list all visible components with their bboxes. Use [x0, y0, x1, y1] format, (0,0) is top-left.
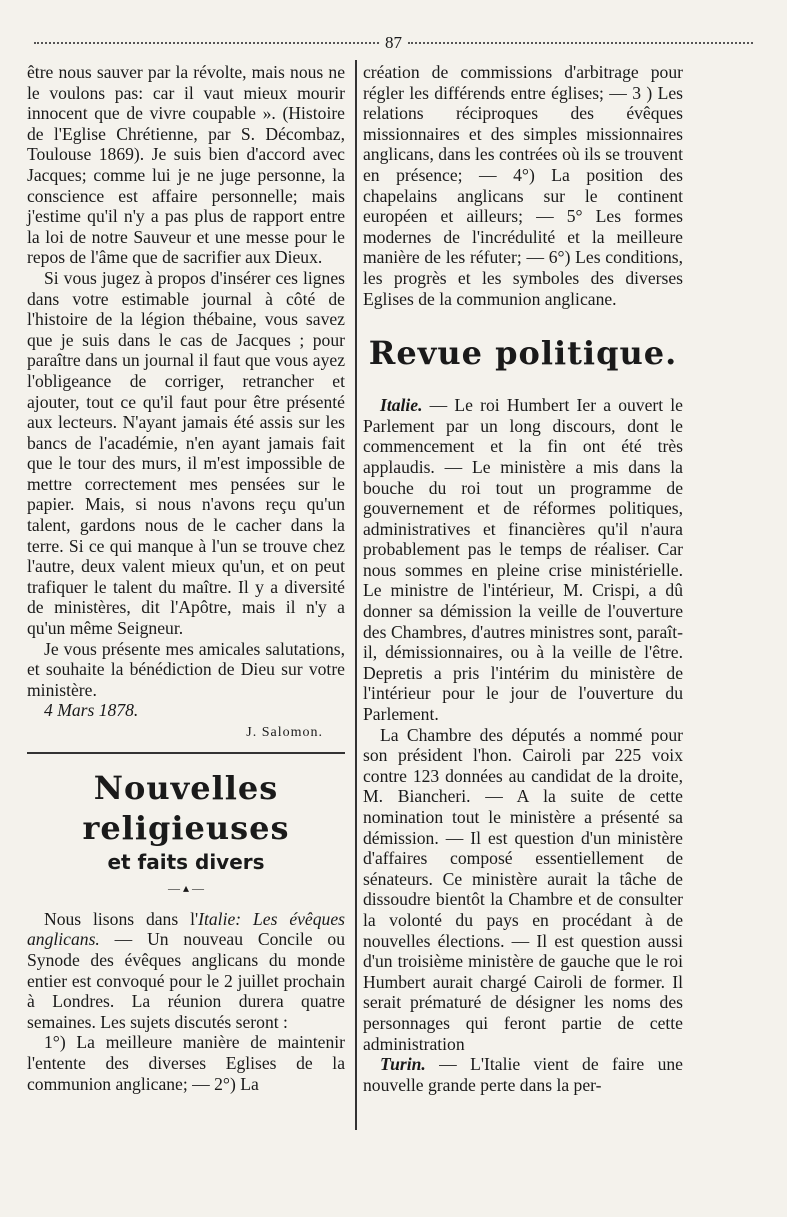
- section-subtitle: et faits divers: [107, 849, 265, 874]
- news-paragraph-2: 1°) La meilleure manière de maintenir l'entente des diverses Eglises de la communion anglicane; — 2°) La: [27, 1032, 345, 1094]
- page-header: [28, 32, 759, 54]
- page-number: 87: [385, 33, 402, 52]
- header-rule-left: [34, 42, 379, 44]
- section-rule: [27, 752, 345, 754]
- column-divider: [355, 60, 357, 1130]
- letter-paragraph-3: Je vous présente mes amicales salutations, et souhaite la bénédiction de Dieu sur votre ministère.: [27, 638, 345, 700]
- politics-paragraph-2: La Chambre des députés a nommé pour son président l'hon. Cairoli par 225 voix contre 123 données au candidat de la droite, M. Biancheri. — A la suite de cette nomination tout le ministère a présenté sa démission. — Il est question d'un ministère d'affaires composé essentiellement de sénateurs. Ce ministère aurait la tâche de dissoudre bientôt la Chambre et de consulter la volonté du pays en procédant à de nouvelles élections. — Il est question aussi d'un troisième ministère de gauche que le roi Humbert aurait chargé Cairoli de former. Il serait prématuré de désigner les noms des personnages qui feront partie de cette administration: [363, 724, 683, 1054]
- right-column: [363, 62, 683, 1095]
- header-rule-right: [408, 42, 753, 44]
- left-column: [27, 62, 345, 1094]
- letter-date: 4 Mars 1878.: [44, 700, 139, 721]
- section-title-politics: Revue politique.: [368, 334, 678, 373]
- letter-paragraph-2: Si vous jugez à propos d'insérer ces lignes dans votre estimable journal à côté de l'histoire de la légion thébaine, vous savez que je suis dans le cas de Jacques ; pour paraître dans un journal il faut que vous ayez l'obligeance de corriger, retrancher et ajouter, tout ce qu'il faut pour être présenté aux lecteurs. N'ayant jamais été assis sur les bancs de l'académie, n'en ayant jamais fait que le tour des murs, il m'est impossible de mettre correctement mes pensées sur le papier. Mais, si nous n'avons reçu qu'un talent, gardons nous de le cacher dans la terre. Si ce qui manque à l'un se trouve chez l'autre, deux valent mieux qu'un, et on peut trafiquer le talent du maître. Il y a diversité de ministères, dit l'Apôtre, mais il n'y a qu'un même Seigneur.: [27, 267, 345, 639]
- news-source: Italie: Les évêques anglicans.: [27, 908, 345, 950]
- politics-paragraph-1: [363, 395, 683, 725]
- politics-body-1: — Le roi Humbert Ier a ouvert le Parlement par un long discours, dont le commencement et la fin ont été très applaudis. — Le ministère a mis dans la bouche du roi tout un programme de gouvernement et de réformes politiques, administratives et financières qu'il n'aura probablement pas le temps de réaliser. Car nous sommes en pleine crise ministérielle. Le ministre de l'intérieur, M. Crispi, a dû donner sa démission la veille de l'ouverture des Chambres, d'autres ministres sont, paraît-il, démissionnaires, ou à la veille de l'être. Depretis a pris l'intérim du ministère de l'intérieur pour le jour de l'ouverture du Parlement.: [363, 395, 683, 725]
- section-title-religious: Nouvelles religieuses: [82, 768, 290, 847]
- continued-paragraph: création de commissions d'arbitrage pour régler les différends entre églises; — 3 ) Les relations réciproques des évêques missionnaires et des simples missionnaires anglicans, dans les contrées où ils se trouvent en présence; — 4°) La position des chapelains anglicans sur le continent européen et ailleurs; — 5° Les formes modernes de l'incrédulité et la meilleure manière de les réfuter; — 6°) Les conditions, les progrès et les symboles des diverses Eglises de la communion anglicane.: [363, 62, 683, 309]
- letter-paragraph-1: être nous sauver par la révolte, mais nous ne le voulons pas: car il vaut mieux mourir innocent que de vivre coupable ». (Histoire de l'Eglise Chrétienne, par S. Décombaz, Toulouse 1869). Je suis bien d'accord avec Jacques; comme lui je ne juge personne, la conscience est affaire personnelle; mais j'estime qu'il n'y a pas plus de rapport entre la loi de notre Sauveur et une messe pour le repos de l'âme que de sacrifier aux Dieux.: [27, 62, 345, 268]
- politics-body-3: — L'Italie vient de faire une nouvelle grande perte dans la per-: [363, 1054, 683, 1095]
- letter-signature: J. Salomon.: [246, 725, 323, 740]
- politics-paragraph-3: [363, 1054, 683, 1095]
- politics-heading-italie: Italie.: [380, 395, 423, 416]
- news-paragraph-1: [27, 909, 345, 1033]
- politics-heading-turin: Turin.: [380, 1054, 426, 1075]
- ornament-divider: — ▴ —: [167, 881, 205, 896]
- news-lead: Nous lisons dans l': [44, 908, 199, 929]
- news-body: — Un nouveau Concile ou Synode des évêques anglicans du monde entier est convoqué pour le 2 juillet prochain à Londres. La réunion durera quatre semaines. Les sujets discutés seront :: [27, 929, 345, 1032]
